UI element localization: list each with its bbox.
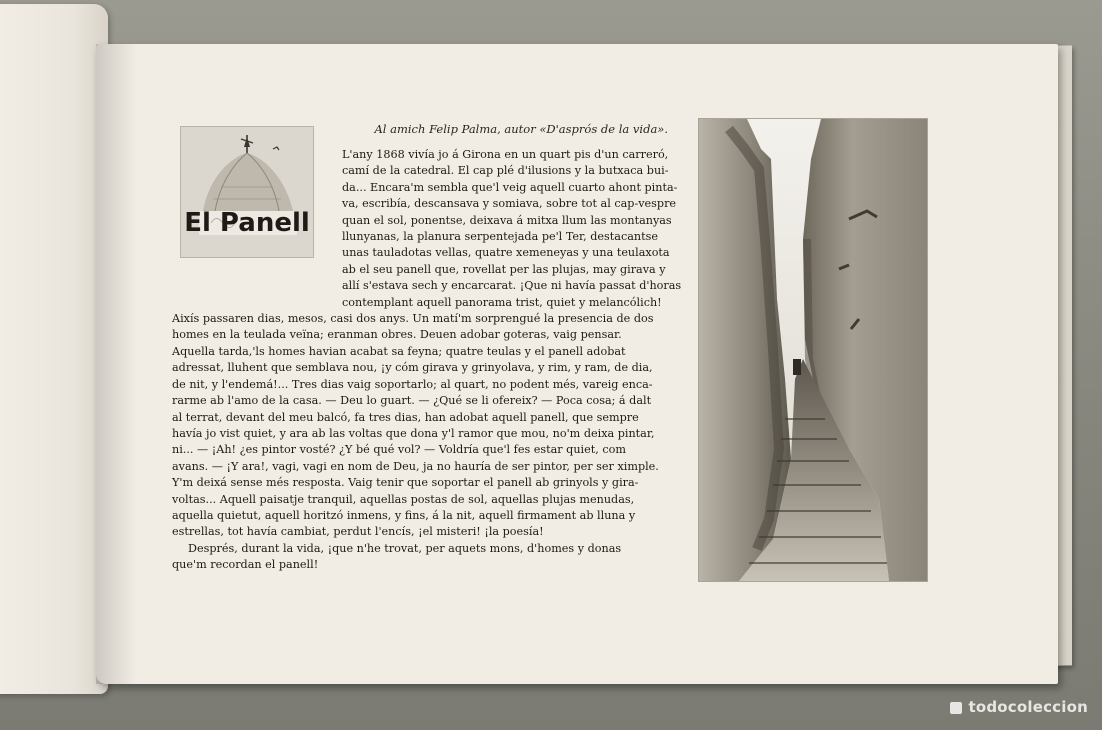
text-line: ab el seu panell que, rovellat per las plujas, may girava y	[342, 262, 666, 276]
page-gutter-shadow	[96, 44, 136, 684]
text-line: Aixís passaren dias, mesos, casi dos anys. Un matí'm sorprengué la presencia de dos	[172, 312, 654, 326]
text-line: Y'm deixá sense més resposta. Vaig tenir que soportar el panell ab grinyols y gira-	[172, 476, 639, 490]
text-line: voltas... Aquell paisatje tranquil, aquellas postas de sol, aquellas plujas menudas,	[172, 492, 635, 506]
text-line: Aquella tarda,'ls homes havian acabat sa feyna; quatre teulas y el panell adobat	[172, 344, 626, 358]
text-line: L'any 1868 vivía jo á Girona en un quart pis d'un carreró,	[342, 148, 669, 161]
left-page	[0, 4, 108, 694]
text-line: camí de la catedral. El cap plé d'ilusions y la butxaca bui-	[342, 164, 669, 178]
text-line: allí s'estava sech y encarcarat. ¡Que ni havía passat d'horas	[342, 279, 682, 293]
text-line: havía jo vist quiet, y ara ab las voltas que dona y'l ramor que mou, no'm deixa pintar,	[172, 426, 655, 440]
text-line: Després, durant la vida, ¡que n'he trovat, per aquets mons, d'homes y donas	[188, 541, 622, 555]
text-line: que'm recordan el panell!	[172, 558, 319, 572]
watermark	[950, 698, 1088, 716]
paragraph-2	[172, 541, 688, 574]
text-line: aquella quietut, aquell horitzó inmens, y fins, á la nit, aquell firmament ab lluna y	[172, 508, 636, 522]
watermark-logo-icon	[950, 702, 962, 714]
text-line: rarme ab l'amo de la casa. — Deu lo guart. — ¿Qué se li ofereix? — Poca cosa; á dalt	[172, 394, 652, 408]
text-line: va, escribía, descansava y somiava, sobre tot al cap-vespre	[342, 197, 677, 211]
text-line: quan el sol, ponentse, deixava á mitxa llum las montanyas	[342, 213, 672, 227]
text-line: adressat, lluhent que semblava nou, ¡y cóm girava y grinyolava, y rim, y ram, de dia,	[172, 361, 653, 375]
text-line: homes en la teulada veïna; eranman obres. Deuen adobar goteras, vaig pensar.	[172, 328, 622, 342]
text-line: unas tauladotas vellas, quatre xemeneyas y una teulaxota	[342, 246, 670, 260]
paragraph-1	[172, 147, 688, 541]
text-line: estrellas, tot havía cambiat, perdut l'encís, ¡el misteri! ¡la poesía!	[172, 525, 544, 539]
dedication: Al amich Felip Palma, autor «D'asprós de la vida».	[374, 122, 668, 136]
text-line: de nit, y l'endemá!... Tres dias vaig soportarlo; al quart, no podent més, vareig enca-	[172, 377, 653, 391]
alley-scene	[699, 119, 927, 581]
text-line: llunyanas, la planura serpentejada pe'l Ter, destacantse	[342, 230, 658, 244]
text-line: da... Encara'm sembla que'l veig aquell cuarto ahont pinta-	[342, 180, 678, 194]
body-text	[172, 147, 688, 574]
text-line: avans. — ¡Y ara!, vagi, vagi en nom de Deu, ja no hauría de ser pintor, per ser ximple.	[172, 459, 659, 473]
alley-photograph	[698, 118, 928, 582]
distant-figure	[793, 359, 801, 375]
text-line: contemplant aquell panorama trist, quiet y melancólich!	[342, 295, 662, 309]
text-line: al terrat, devant del meu balcó, fa tres dias, han adobat aquell panell, que sempre	[172, 410, 639, 424]
text-line: ni... — ¡Ah! ¿es pintor vosté? ¿Y bé qué vol? — Voldría que'l fes estar quiet, com	[172, 443, 626, 457]
vignette-title: El Panell	[184, 208, 310, 238]
watermark-text: todocoleccion	[968, 698, 1088, 716]
